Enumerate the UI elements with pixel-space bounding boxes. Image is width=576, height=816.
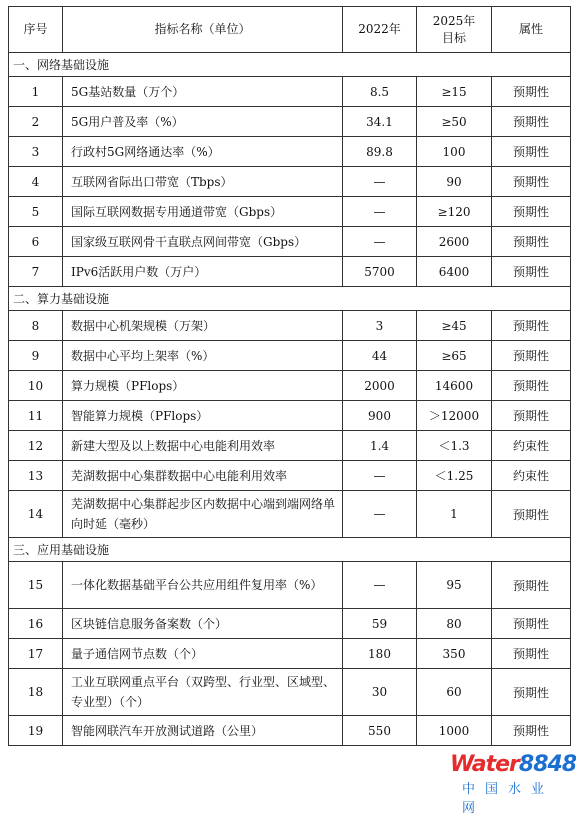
cell-target: ≥120: [417, 197, 492, 227]
cell-target: 1000: [417, 716, 492, 746]
cell-name: 量子通信网节点数（个）: [63, 639, 343, 669]
cell-attr: 预期性: [492, 562, 571, 609]
table-header-row: [9, 7, 571, 53]
cell-target: ≥50: [417, 107, 492, 137]
cell-seq: 16: [9, 609, 63, 639]
cell-name: 国家级互联网骨干直联点网间带宽（Gbps）: [63, 227, 343, 257]
section-row: [9, 538, 571, 562]
header-attr: 属性: [492, 7, 571, 53]
cell-attr: 预期性: [492, 167, 571, 197]
cell-2022: 44: [343, 341, 417, 371]
cell-seq: 12: [9, 431, 63, 461]
table-row: [9, 167, 571, 197]
cell-name: 算力规模（PFlops）: [63, 371, 343, 401]
cell-seq: 11: [9, 401, 63, 431]
cell-attr: 预期性: [492, 371, 571, 401]
header-name: 指标名称（单位）: [63, 7, 343, 53]
indicator-table: [8, 6, 571, 746]
header-seq: 序号: [9, 7, 63, 53]
cell-target: 80: [417, 609, 492, 639]
cell-seq: 7: [9, 257, 63, 287]
cell-attr: 预期性: [492, 716, 571, 746]
cell-attr: 预期性: [492, 639, 571, 669]
header-target: [417, 7, 492, 53]
cell-2022: —: [343, 227, 417, 257]
table-row: [9, 197, 571, 227]
cell-seq: 17: [9, 639, 63, 669]
table-row: [9, 562, 571, 609]
cell-seq: 13: [9, 461, 63, 491]
cell-target: 14600: [417, 371, 492, 401]
table-body: [9, 53, 571, 746]
table-row: [9, 461, 571, 491]
section-title: 一、网络基础设施: [9, 53, 571, 77]
cell-seq: 6: [9, 227, 63, 257]
table-row: [9, 491, 571, 538]
section-title: 二、算力基础设施: [9, 287, 571, 311]
cell-2022: 2000: [343, 371, 417, 401]
table-row: [9, 107, 571, 137]
table-row: [9, 609, 571, 639]
cell-seq: 19: [9, 716, 63, 746]
table-row: [9, 341, 571, 371]
cell-2022: —: [343, 197, 417, 227]
cell-seq: 10: [9, 371, 63, 401]
cell-name: 数据中心机架规模（万架）: [63, 311, 343, 341]
section-title: 三、应用基础设施: [9, 538, 571, 562]
table-row: [9, 431, 571, 461]
watermark-logo: [440, 752, 576, 816]
cell-2022: 550: [343, 716, 417, 746]
cell-seq: 1: [9, 77, 63, 107]
watermark-num: 8848: [518, 752, 576, 777]
watermark-cn: 中国水业网: [462, 782, 555, 816]
cell-2022: —: [343, 461, 417, 491]
cell-attr: 预期性: [492, 227, 571, 257]
table-row: [9, 311, 571, 341]
table-row: [9, 77, 571, 107]
header-target-line1: 2025年: [432, 13, 476, 28]
cell-seq: 4: [9, 167, 63, 197]
header-target-line2: 目标: [441, 30, 466, 45]
cell-target: 90: [417, 167, 492, 197]
cell-name: 芜湖数据中心集群数据中心电能利用效率: [63, 461, 343, 491]
cell-target: 95: [417, 562, 492, 609]
cell-2022: —: [343, 491, 417, 538]
cell-seq: 9: [9, 341, 63, 371]
cell-seq: 18: [9, 669, 63, 716]
cell-attr: 约束性: [492, 431, 571, 461]
cell-name: 智能算力规模（PFlops）: [63, 401, 343, 431]
cell-2022: 180: [343, 639, 417, 669]
cell-2022: —: [343, 562, 417, 609]
cell-attr: 预期性: [492, 77, 571, 107]
cell-target: 6400: [417, 257, 492, 287]
cell-name: 5G用户普及率（%）: [63, 107, 343, 137]
cell-seq: 15: [9, 562, 63, 609]
cell-attr: 预期性: [492, 341, 571, 371]
cell-name: 新建大型及以上数据中心电能利用效率: [63, 431, 343, 461]
cell-target: 2600: [417, 227, 492, 257]
cell-attr: 预期性: [492, 137, 571, 167]
cell-name: IPv6活跃用户数（万户）: [63, 257, 343, 287]
section-row: [9, 53, 571, 77]
cell-2022: 900: [343, 401, 417, 431]
cell-seq: 2: [9, 107, 63, 137]
cell-name: 5G基站数量（万个）: [63, 77, 343, 107]
cell-seq: 14: [9, 491, 63, 538]
cell-attr: 预期性: [492, 401, 571, 431]
cell-attr: 预期性: [492, 609, 571, 639]
cell-target: ＞12000: [417, 401, 492, 431]
table-row: [9, 227, 571, 257]
cell-target: 60: [417, 669, 492, 716]
table-row: [9, 401, 571, 431]
cell-name: 区块链信息服务备案数（个）: [63, 609, 343, 639]
cell-seq: 5: [9, 197, 63, 227]
cell-2022: 5700: [343, 257, 417, 287]
cell-name: 互联网省际出口带宽（Tbps）: [63, 167, 343, 197]
cell-2022: —: [343, 167, 417, 197]
cell-target: ＜1.25: [417, 461, 492, 491]
cell-seq: 8: [9, 311, 63, 341]
cell-target: ≥65: [417, 341, 492, 371]
cell-2022: 59: [343, 609, 417, 639]
cell-target: 1: [417, 491, 492, 538]
cell-name: 国际互联网数据专用通道带宽（Gbps）: [63, 197, 343, 227]
cell-name: 工业互联网重点平台（双跨型、行业型、区域型、专业型）（个）: [63, 669, 343, 716]
table-row: [9, 371, 571, 401]
cell-2022: 89.8: [343, 137, 417, 167]
cell-attr: 预期性: [492, 197, 571, 227]
cell-attr: 预期性: [492, 491, 571, 538]
cell-attr: 预期性: [492, 311, 571, 341]
cell-2022: 1.4: [343, 431, 417, 461]
cell-name: 芜湖数据中心集群起步区内数据中心端到端网络单向时延（毫秒）: [63, 491, 343, 538]
cell-attr: 约束性: [492, 461, 571, 491]
cell-attr: 预期性: [492, 257, 571, 287]
table-row: [9, 137, 571, 167]
header-2022: 2022年: [343, 7, 417, 53]
cell-2022: 34.1: [343, 107, 417, 137]
table-row: [9, 257, 571, 287]
table-row: [9, 716, 571, 746]
cell-target: ≥45: [417, 311, 492, 341]
cell-2022: 8.5: [343, 77, 417, 107]
table-row: [9, 639, 571, 669]
cell-name: 一体化数据基础平台公共应用组件复用率（%）: [63, 562, 343, 609]
table-row: [9, 669, 571, 716]
cell-target: 100: [417, 137, 492, 167]
watermark-logo-word: [450, 752, 576, 777]
cell-target: ＜1.3: [417, 431, 492, 461]
cell-2022: 30: [343, 669, 417, 716]
cell-name: 智能网联汽车开放测试道路（公里）: [63, 716, 343, 746]
cell-seq: 3: [9, 137, 63, 167]
cell-target: 350: [417, 639, 492, 669]
cell-attr: 预期性: [492, 669, 571, 716]
cell-name: 数据中心平均上架率（%）: [63, 341, 343, 371]
watermark-word: Water: [450, 752, 519, 777]
cell-name: 行政村5G网络通达率（%）: [63, 137, 343, 167]
cell-attr: 预期性: [492, 107, 571, 137]
cell-target: ≥15: [417, 77, 492, 107]
cell-2022: 3: [343, 311, 417, 341]
section-row: [9, 287, 571, 311]
